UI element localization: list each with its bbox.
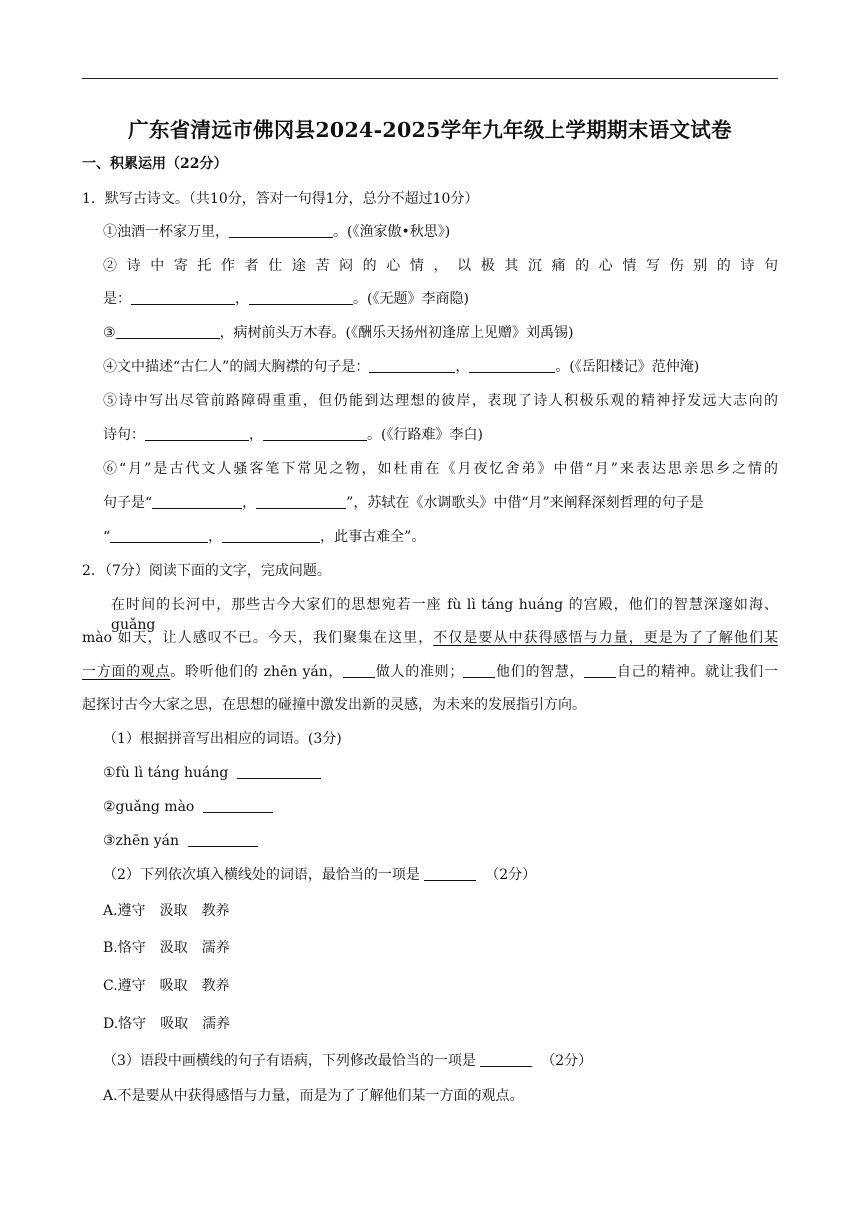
answer-blank[interactable] — [480, 1052, 532, 1067]
fill-blank[interactable] — [343, 663, 375, 678]
option-b: B.恪守 汲取 濡养 — [103, 940, 230, 956]
answer-blank[interactable] — [469, 358, 555, 373]
answer-blank[interactable] — [369, 358, 455, 373]
answer-blank[interactable] — [222, 528, 320, 543]
q1-item-6-line1: ⑥“月”是古代文人骚客笔下常见之物，如杜甫在《月夜忆舍弟》中借“月”来表达思亲思乡之情的 — [103, 461, 778, 477]
answer-blank[interactable] — [188, 832, 258, 847]
answer-blank[interactable] — [263, 426, 367, 441]
answer-blank[interactable] — [256, 494, 346, 509]
q2-stem: 2．（7分）阅读下面的文字，完成问题。 — [82, 563, 331, 579]
answer-blank[interactable] — [203, 798, 273, 813]
pinyin-item-1: ①fù lì táng huáng — [103, 763, 321, 783]
answer-blank[interactable] — [131, 290, 235, 305]
q1-item-1: ①浊酒一杯家万里， 。(《渔家傲•秋思》) — [103, 224, 451, 240]
q2-sub3-option-a: A.不是要从中获得感悟与力量，而是为了了解他们某一方面的观点。 — [103, 1088, 524, 1104]
q1-stem: 1．默写古诗文。（共10分，答对一句得1分，总分不超过10分） — [82, 191, 479, 207]
underlined-sentence-end: 一方面的观点 — [82, 664, 171, 680]
fill-blank[interactable] — [463, 663, 495, 678]
answer-blank[interactable] — [152, 494, 242, 509]
option-d: D.恪守 吸取 濡养 — [103, 1016, 231, 1032]
answer-blank[interactable] — [424, 866, 476, 881]
answer-blank[interactable] — [237, 764, 321, 779]
answer-blank[interactable] — [145, 426, 249, 441]
q1-item-2-line1: ② 诗 中 寄 托 作 者 仕 途 苦 闷 的 心 情 ， 以 极 其 沉 痛 的 心 情 写 伤 别 的 诗 句 — [103, 258, 778, 274]
q1-item-6-line2: 句子是“ ， ”，苏轼在《水调歌头》中借“月”来阐释深刻哲理的句子是 — [103, 495, 704, 511]
passage-line-3: 一方面的观点。聆听他们的 zhēn yán， 做人的准则； 他们的智慧， 自己的精神。就让我们一 — [82, 664, 778, 680]
option-c: C.遵守 吸取 教养 — [103, 978, 230, 994]
answer-blank[interactable] — [116, 324, 220, 339]
q1-item-6-line3: “ ， ，此事古难全”。 — [103, 529, 426, 545]
underlined-sentence: 不仅是要从中获得感悟与力量，更是为了了解他们某 — [433, 630, 778, 646]
q1-item-5-line1: ⑤诗中写出尽管前路障碍重重，但仍能到达理想的彼岸，表现了诗人积极乐观的精神抒发远大志向的 — [103, 393, 778, 409]
option-a: A.遵守 汲取 教养 — [103, 903, 230, 919]
pinyin-item-2: ②guǎng mào — [103, 797, 273, 817]
q1-item-4: ④文中描述“古仁人”的阔大胸襟的句子是： ， 。(《岳阳楼记》范仲淹) — [103, 359, 700, 375]
q1-item-5-line2: 诗句： ， 。(《行路难》李白) — [103, 427, 483, 443]
q1-item-2-line2: 是： ， 。(《无题》李商隐) — [103, 291, 469, 307]
passage-line-4: 起探讨古今大家之思，在思想的碰撞中激发出新的灵感，为未来的发展指引方向。 — [82, 697, 586, 713]
passage-line-1: 在时间的长河中，那些古今大家们的思想宛若一座 fù lì táng huáng 的宫殿，他们的智慧深邃如海、guǎng — [111, 597, 778, 633]
pinyin-item-3: ③zhēn yán — [103, 831, 258, 851]
answer-blank[interactable] — [110, 528, 208, 543]
q2-sub3: （3）语段中画横线的句子有语病，下列修改最恰当的一项是 （2分） — [103, 1053, 593, 1069]
fill-blank[interactable] — [584, 663, 616, 678]
q2-sub1: （1）根据拼音写出相应的词语。(3分) — [103, 731, 342, 747]
section-heading: 一、积累运用（22分） — [82, 156, 228, 172]
page-title: 广东省清远市佛冈县2024-2025学年九年级上学期期末语文试卷 — [128, 118, 732, 142]
passage-line-2: mào 如天，让人感叹不已。今天，我们聚集在这里，不仅是要从中获得感悟与力量，更是为了了解他们某 — [82, 630, 778, 646]
q1-item-3: ③ ，病树前头万木春。(《酬乐天扬州初逢席上见赠》刘禹锡) — [103, 325, 574, 341]
answer-blank[interactable] — [229, 223, 333, 238]
q2-sub2: （2）下列依次填入横线处的词语，最恰当的一项是 （2分） — [103, 867, 537, 883]
answer-blank[interactable] — [249, 290, 353, 305]
header-rule — [82, 78, 778, 79]
